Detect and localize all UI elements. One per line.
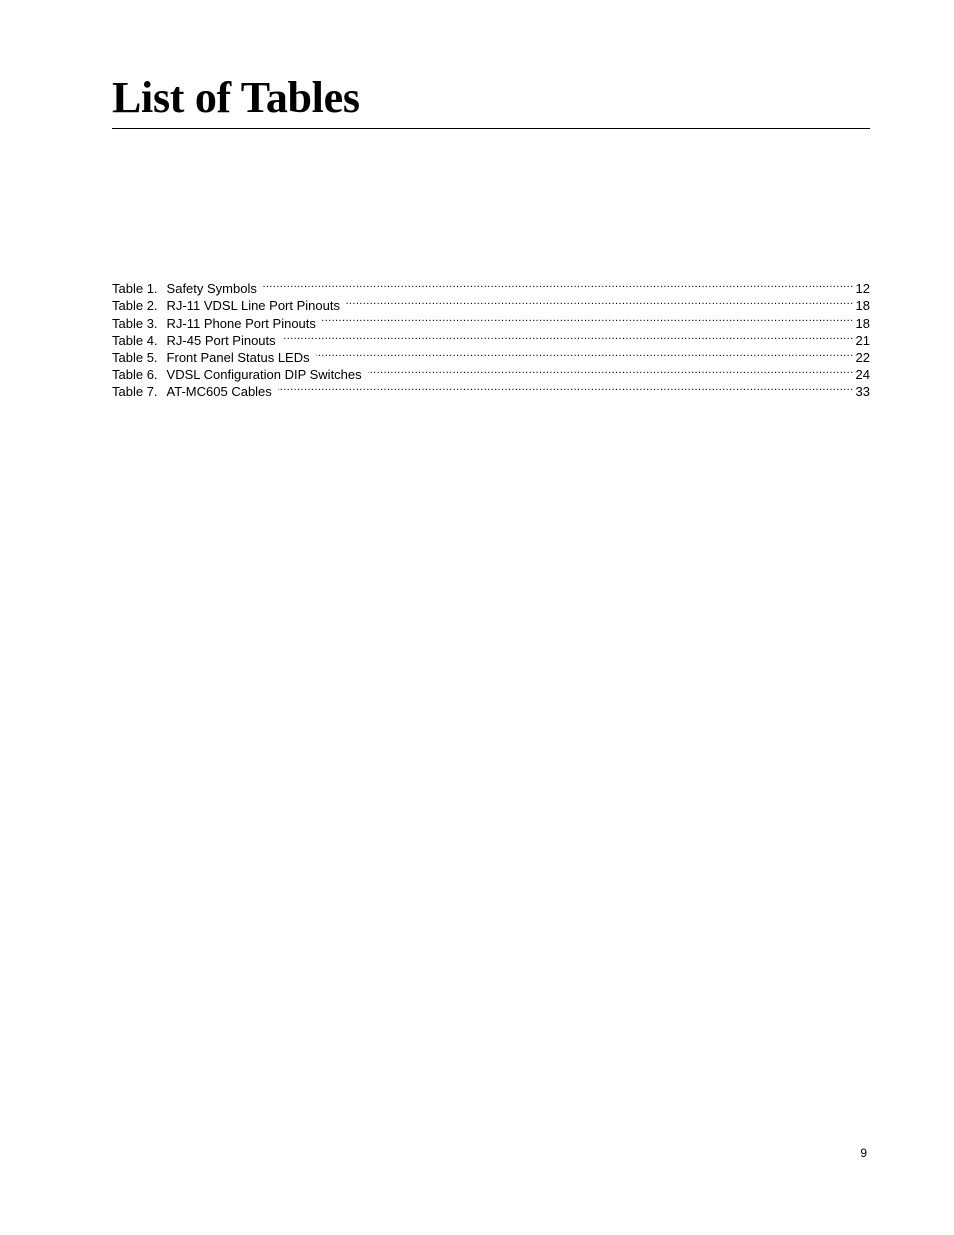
dot-leader: [368, 362, 854, 379]
toc-entry-caption: RJ-45 Port Pinouts: [166, 332, 276, 348]
toc-entry-page: 22: [855, 349, 870, 365]
toc-entry-label: Table 1.: [112, 281, 158, 297]
toc-entry-caption: Safety Symbols: [166, 281, 257, 297]
toc-entry-page: 33: [855, 384, 870, 400]
toc-entry-label: Table 2.: [112, 298, 158, 314]
dot-leader: [278, 379, 854, 396]
toc-entry-label: Table 4.: [112, 332, 158, 348]
toc-entry-page: 24: [855, 367, 870, 383]
toc-entry-page: 18: [855, 298, 870, 314]
page-title: List of Tables: [112, 73, 360, 122]
dot-leader: [322, 310, 854, 327]
toc-entry-page: 21: [855, 332, 870, 348]
page-number: 9: [860, 1146, 867, 1160]
toc-entry[interactable]: [112, 276, 870, 297]
toc-entry-caption: Front Panel Status LEDs: [166, 349, 310, 365]
toc-entry-caption: RJ-11 VDSL Line Port Pinouts: [166, 298, 340, 314]
dot-leader: [346, 293, 854, 310]
dot-leader: [316, 345, 854, 362]
dot-leader: [263, 276, 854, 293]
toc-entry-page: 18: [855, 315, 870, 331]
dot-leader: [282, 328, 854, 345]
toc-entry-label: Table 7.: [112, 384, 158, 400]
list-of-tables: [112, 276, 870, 400]
title-rule: [112, 128, 870, 129]
toc-entry-label: Table 5.: [112, 349, 158, 365]
toc-entry-label: Table 3.: [112, 315, 158, 331]
toc-entry-page: 12: [855, 281, 870, 297]
toc-entry-label: Table 6.: [112, 367, 158, 383]
toc-entry-caption: VDSL Configuration DIP Switches: [166, 367, 362, 383]
toc-entry-caption: RJ-11 Phone Port Pinouts: [166, 315, 316, 331]
toc-entry-caption: AT-MC605 Cables: [166, 384, 272, 400]
